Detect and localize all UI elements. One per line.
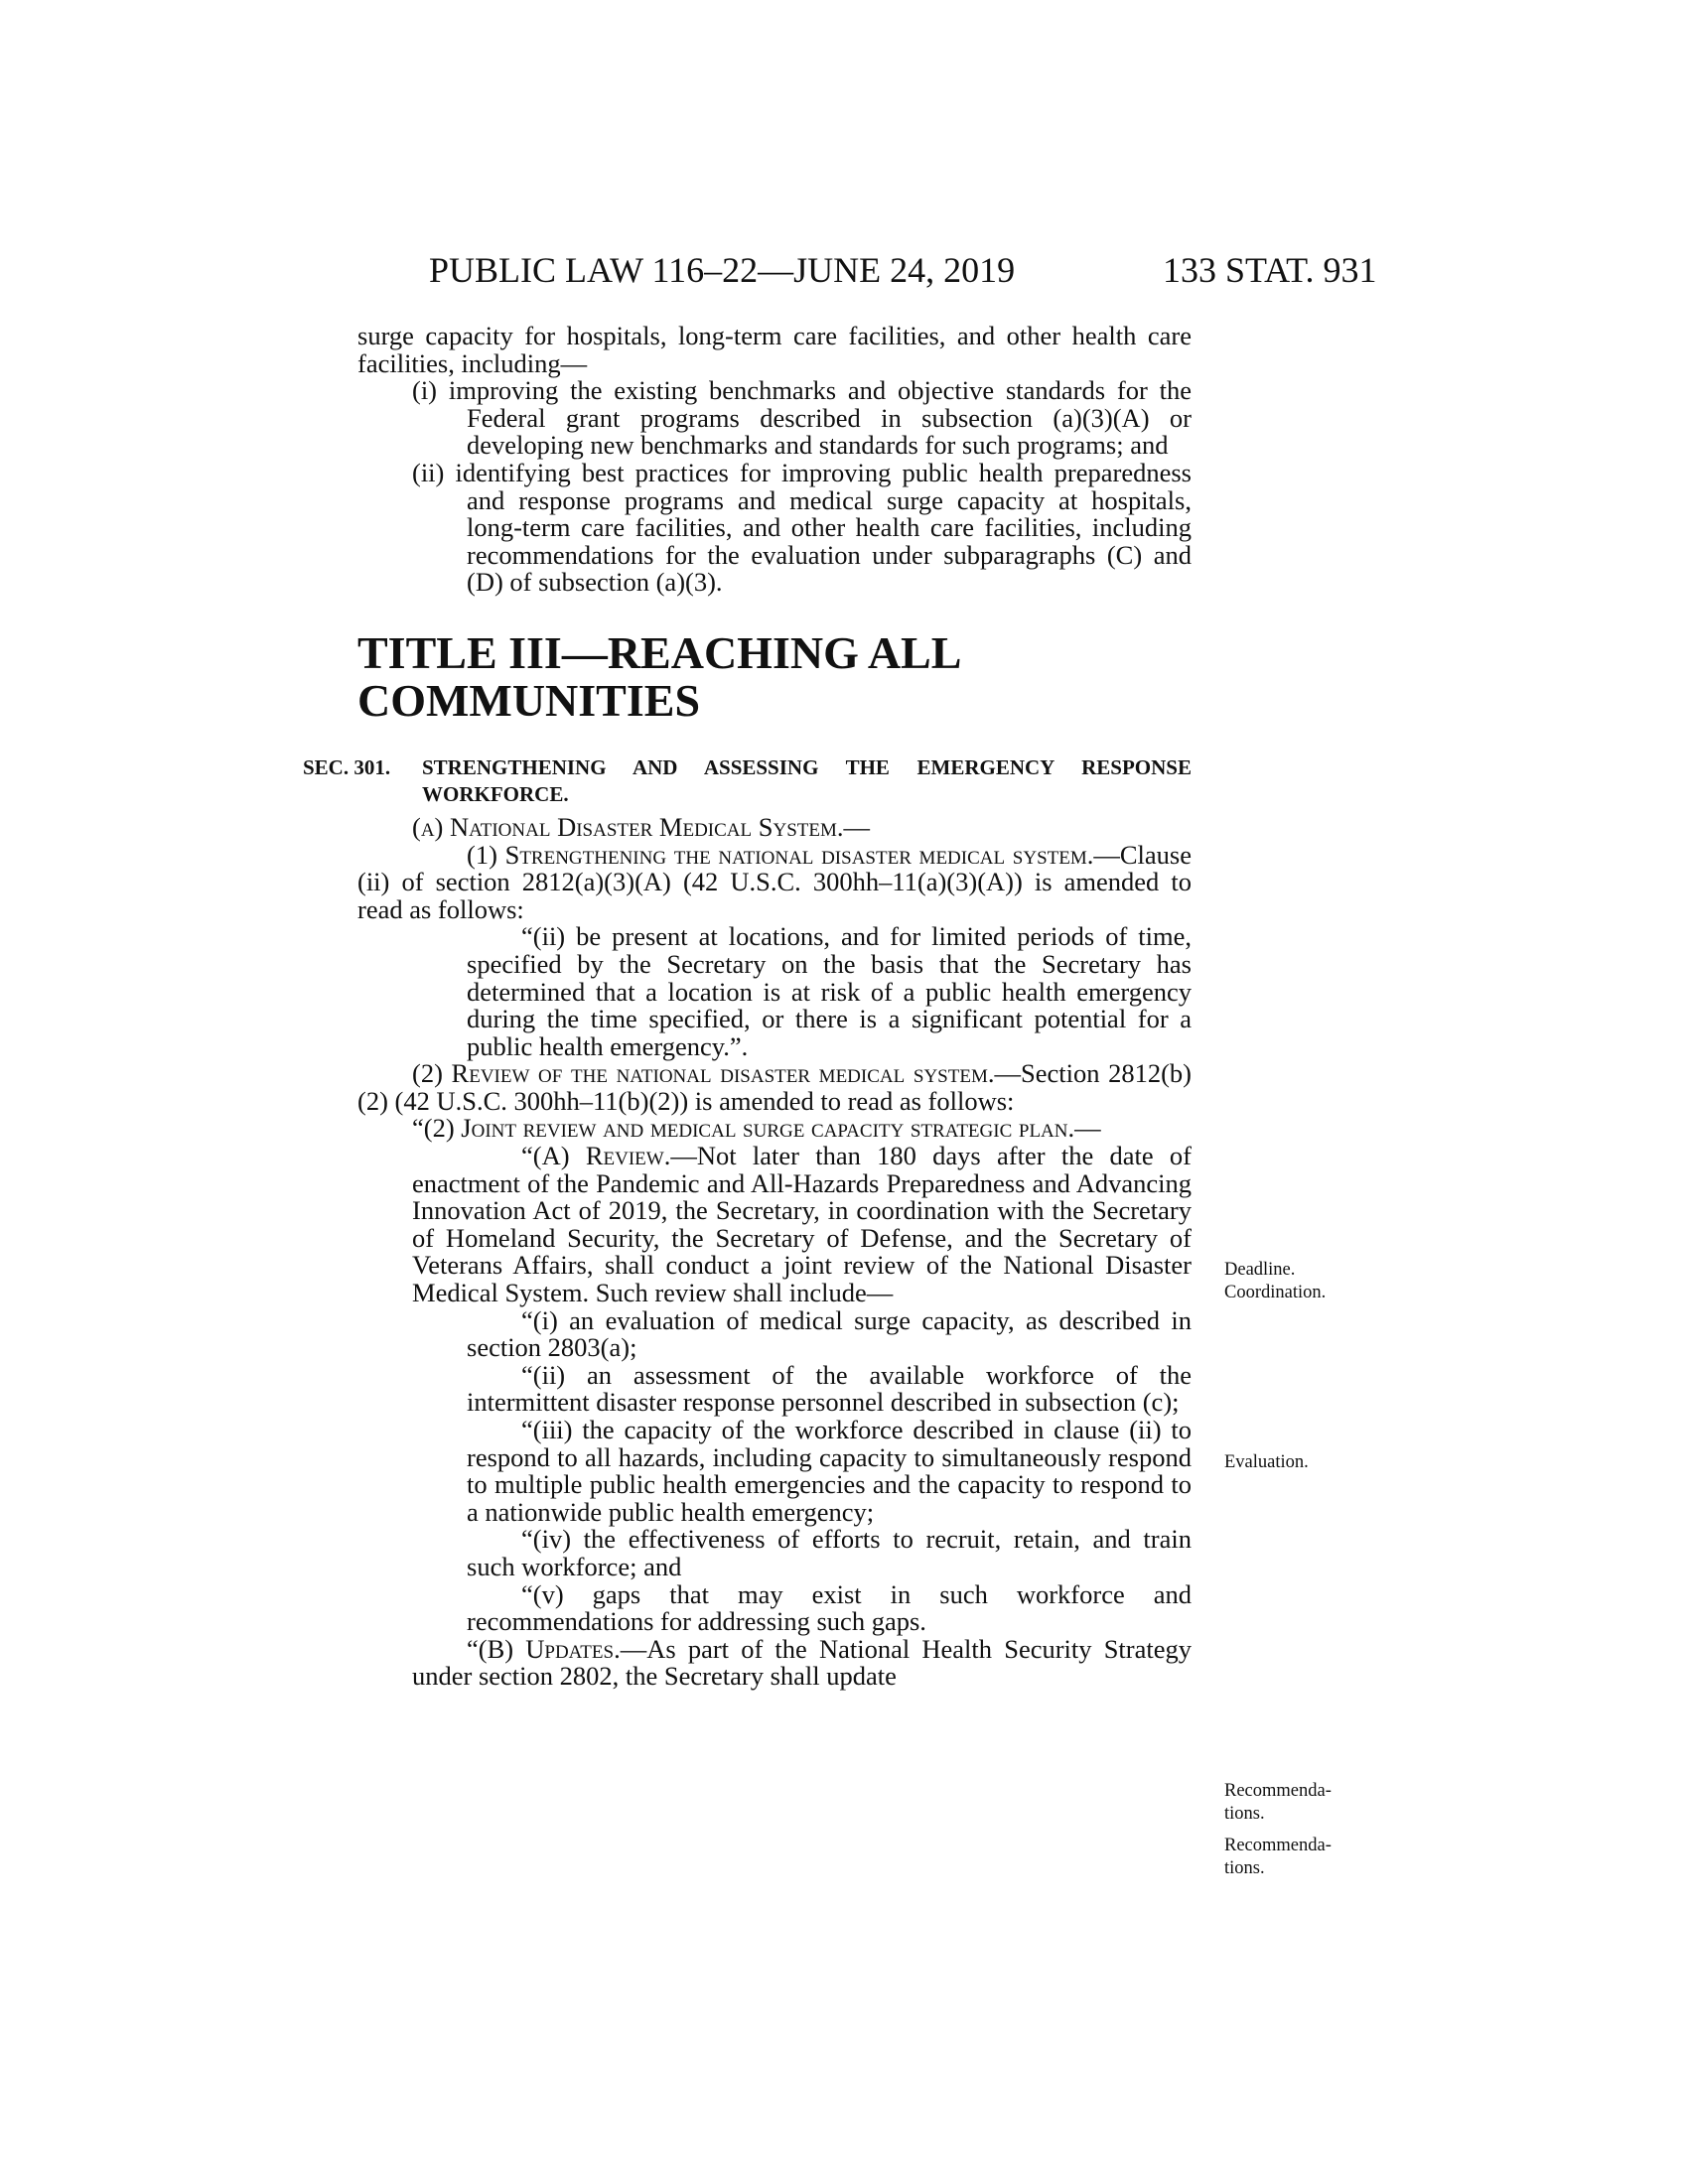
margin-note-text: Recommenda- bbox=[1224, 1836, 1332, 1855]
margin-note-deadline bbox=[1224, 1259, 1326, 1304]
section-heading bbox=[303, 754, 1192, 808]
quoted-text: “(ii) be present at locations, and for limited periods of time, specified by the Secretary on the basis that the Secretary has determined that a location is at risk of a public health emergency during the time specified, or there is a significant potential for a public health emergency.”. bbox=[467, 921, 1192, 1061]
clause-text: “(v) gaps that may exist in such workforce and recommendations for addressing such gaps. bbox=[467, 1578, 1192, 1637]
title-heading bbox=[357, 626, 1192, 726]
title-line: TITLE III—REACHING ALL bbox=[357, 626, 962, 678]
subparagraph-heading: “(B) Updates.— bbox=[467, 1633, 647, 1664]
paragraph bbox=[357, 1115, 1192, 1143]
margin-note-text: Deadline. bbox=[1224, 1260, 1296, 1280]
paragraph bbox=[357, 457, 1192, 598]
margin-note-text: Coordination. bbox=[1224, 1283, 1327, 1302]
quoted-subparagraph bbox=[357, 1143, 1192, 1307]
paragraph-text: Clause (ii) of section 2812(a)(3)(A) (42 U.S.C. 300hh–11(a)(3)(A)) is amended to read as follows: bbox=[357, 839, 1192, 924]
margin-note-text: Recommenda- bbox=[1224, 1781, 1332, 1801]
quoted-clause bbox=[357, 1304, 1192, 1363]
section-title: STRENGTHENING AND ASSESSING THE EMERGENCY RESPONSE WORKFORCE. bbox=[422, 754, 1192, 806]
subparagraph-text: As part of the National Health Security Strategy under section 2802, the Secretary shall update bbox=[412, 1633, 1193, 1692]
margin-note-text: tions. bbox=[1224, 1858, 1265, 1878]
paragraph bbox=[357, 839, 1192, 924]
paragraph-text: Section 2812(b)(2) (42 U.S.C. 300hh–11(b)(2)) is amended to read as follows: bbox=[357, 1058, 1192, 1116]
page-number: 133 STAT. 931 bbox=[1163, 250, 1377, 290]
clause-text: “(ii) an assessment of the available workforce of the intermittent disaster response personnel described in subsection (c); bbox=[467, 1359, 1192, 1418]
quoted-clause bbox=[357, 1417, 1192, 1526]
paragraph-heading: (2) Review of the national disaster medical system.— bbox=[412, 1058, 1021, 1089]
clause-text: “(i) an evaluation of medical surge capacity, as described in section 2803(a); bbox=[467, 1304, 1192, 1363]
paragraph-heading: “(2) Joint review and medical surge capacity strategic plan.— bbox=[412, 1113, 1101, 1144]
page-body bbox=[303, 321, 1193, 1692]
quoted-clause bbox=[357, 1526, 1192, 1580]
subsection-heading: (a) National Disaster Medical System.— bbox=[412, 811, 871, 842]
margin-note-evaluation: Evaluation. bbox=[1224, 1452, 1309, 1472]
margin-note-text: tions. bbox=[1224, 1804, 1265, 1824]
clause-text: “(iii) the capacity of the workforce described in clause (ii) to respond to all hazards, including capacity to simultaneously respond to multiple public health emergencies and the capacity to respond to a nationwide public health emergency; bbox=[467, 1415, 1192, 1527]
margin-note-recommendations bbox=[1224, 1780, 1332, 1826]
clause-text: (ii) identifying best practices for improving public health preparedness and response programs and medical surge capacity at hospitals, long-term care facilities, and other health care facilities, including recommendations for the evaluation under subparagraphs (C) and (D) of subsection (a)(3). bbox=[412, 457, 1192, 598]
subparagraph-heading: “(A) Review.— bbox=[521, 1141, 697, 1171]
paragraph bbox=[357, 1060, 1192, 1115]
subparagraph-text: Not later than 180 days after the date of enactment of the Pandemic and All-Hazards Preparedness and Advancing Innovation Act of 2019, the Secretary, in coordination with the Secretary of Homeland Security, the Secretary of Defense, and the Secretary of Veterans Affairs, shall conduct a joint review of the National Disaster Medical System. Such review shall include— bbox=[412, 1141, 1192, 1308]
quoted-clause bbox=[357, 923, 1192, 1060]
title-line: COMMUNITIES bbox=[357, 674, 701, 726]
paragraph-heading: (1) Strengthening the national disaster medical system.— bbox=[467, 839, 1120, 870]
section-number: SEC. 301. bbox=[303, 754, 391, 779]
quoted-clause bbox=[357, 1359, 1192, 1418]
clause-text: (i) improving the existing benchmarks and objective standards for the Federal grant programs described in subsection (a)(3)(A) or developing new benchmarks and standards for such programs; and bbox=[412, 375, 1192, 461]
quoted-subparagraph bbox=[357, 1633, 1193, 1692]
margin-note-recommendations bbox=[1224, 1835, 1332, 1880]
paragraph: surge capacity for hospitals, long-term care facilities, and other health care facilities, including— bbox=[357, 321, 1192, 378]
clause-text: “(iv) the effectiveness of efforts to recruit, retain, and train such workforce; and bbox=[467, 1524, 1192, 1581]
paragraph bbox=[357, 377, 1192, 460]
quoted-clause bbox=[357, 1578, 1192, 1637]
paragraph bbox=[357, 811, 1192, 842]
running-header: PUBLIC LAW 116–22—JUNE 24, 2019 bbox=[429, 250, 1016, 290]
